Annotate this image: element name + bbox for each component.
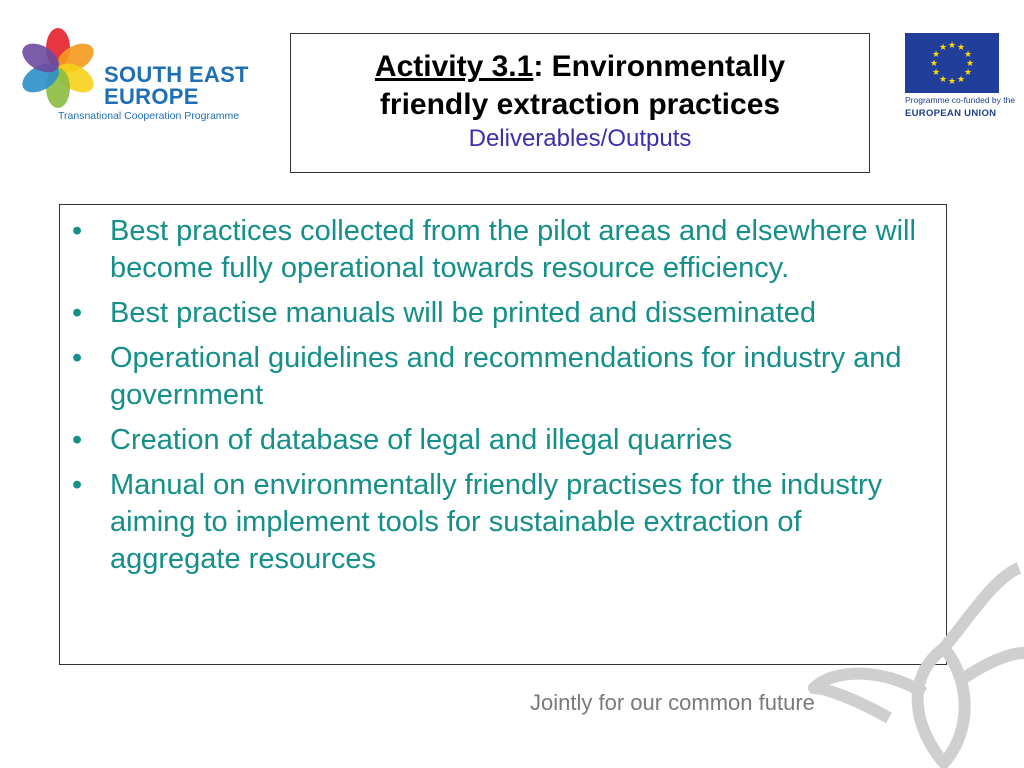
svg-text:★: ★ xyxy=(947,77,957,87)
list-item xyxy=(70,422,932,459)
bullet-icon: • xyxy=(72,297,83,329)
svg-text:★: ★ xyxy=(938,43,948,53)
logo-name xyxy=(104,64,249,108)
bullet-text: Manual on environmentally friendly practises for the industry aiming to implement tools for sustainable extraction of aggregate resources xyxy=(110,469,883,575)
south-east-europe-logo xyxy=(18,28,258,128)
svg-text:★: ★ xyxy=(963,68,973,78)
list-item xyxy=(70,340,932,414)
bullet-icon: • xyxy=(72,424,83,456)
svg-text:★: ★ xyxy=(956,43,966,53)
activity-label: Activity 3.1 xyxy=(374,50,534,83)
footer-slogan: Jointly for our common future xyxy=(530,690,815,715)
title-box xyxy=(290,33,870,173)
logo-subtitle: Transnational Cooperation Programme xyxy=(58,110,240,122)
list-item xyxy=(70,295,932,332)
bullet-text: Best practise manuals will be printed and disseminated xyxy=(110,297,817,329)
eu-name: EUROPEAN UNION xyxy=(905,108,997,119)
bullet-text: Creation of database of legal and illegal quarries xyxy=(110,424,733,456)
bullet-icon: • xyxy=(72,469,83,501)
title-rest: : Environmentally xyxy=(533,50,786,83)
svg-text:★: ★ xyxy=(931,50,941,60)
svg-text:★: ★ xyxy=(963,50,973,60)
bullet-text: Operational guidelines and recommendations for industry and government xyxy=(110,342,902,411)
title-line2: friendly extraction practices xyxy=(379,88,781,121)
eu-emblem xyxy=(905,33,1016,119)
eu-flag-icon xyxy=(905,33,999,93)
flower-logo-icon xyxy=(18,28,108,118)
bullet-icon: • xyxy=(72,215,83,247)
list-item xyxy=(70,213,932,287)
svg-text:★: ★ xyxy=(965,59,975,69)
bullet-text: Best practices collected from the pilot areas and elsewhere will become fully operational towards resource efficiency. xyxy=(110,215,916,284)
svg-text:★: ★ xyxy=(931,68,941,78)
svg-text:★: ★ xyxy=(947,41,957,51)
eu-stars-icon xyxy=(905,33,999,93)
eu-caption: Programme co-funded by the xyxy=(905,95,1016,105)
bullet-list xyxy=(60,205,946,578)
svg-text:★: ★ xyxy=(938,75,948,85)
decorative-flower-outline-icon xyxy=(794,558,1024,768)
svg-text:★: ★ xyxy=(929,59,939,69)
title-subtitle: Deliverables/Outputs xyxy=(468,125,692,152)
svg-text:★: ★ xyxy=(956,75,966,85)
logo-name-line1: SOUTH EAST xyxy=(104,62,249,87)
title-line1 xyxy=(291,48,869,86)
logo-name-line2: EUROPE xyxy=(104,84,199,109)
bullet-icon: • xyxy=(72,342,83,374)
